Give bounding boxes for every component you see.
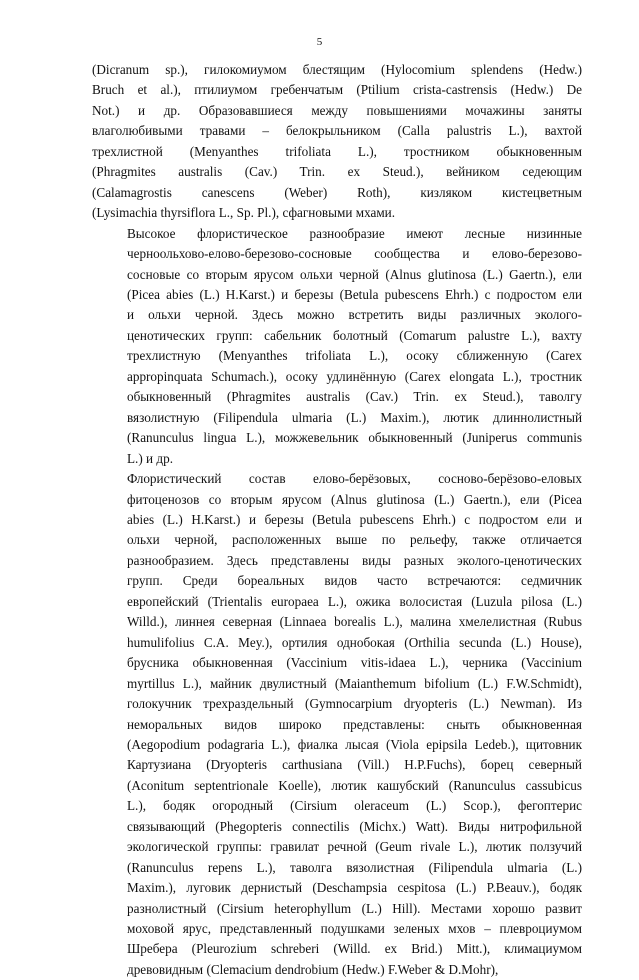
text-line: трехлистной (Menyanthes trifoliata L.), тростником обыкновенным [92,143,582,159]
text-line: L.) и др. [127,450,173,466]
text-line: вязолистную (Filipendula ulmaria (L.) Maxim.), лютик длиннолистный [127,409,582,425]
text-line: myrtillus L.), майник двулистный (Maianthemum bifolium (L.) F.W.Schmidt), [127,675,582,691]
paragraph [92,469,582,980]
text-line: humulifolius C.A. Mey.), ортилия однобокая (Orthilia secunda (L.) House), [127,634,582,650]
paragraph [92,60,582,224]
text-line: ценотических групп: сабельник болотный (Comarum palustre L.), вахту [127,327,582,343]
paragraph [92,224,582,469]
text-line: (Dicranum sp.), гилокомиумом блестящим (Hylocomium splendens (Hedw.) [92,62,582,77]
text-line: разнообразием. Здесь представлены виды разных эколого-ценотических [127,552,582,568]
text-line: брусника обыкновенная (Vaccinium vitis-idaea L.), черника (Vaccinium [127,655,582,671]
text-line: разнолистный (Cirsium heterophyllum (L.) Hill). Местами хорошо развит [127,900,582,916]
text-line: групп. Среди бореальных видов часто встречаются: седмичник [127,573,582,589]
text-line: Высокое флористическое разнообразие имеют лесные низинные [127,225,582,241]
text-line: древовидным (Clemacium dendrobium (Hedw.) F.Weber & D.Mohr), [127,961,499,977]
text-line: Bruch et al.), птилиумом гребенчатым (Ptilium crista-castrensis (Hedw.) De [92,82,582,98]
text-line: (Ranunculus lingua L.), можжевельник обыкновенный (Juniperus communis [127,430,582,446]
text-line: Флористический состав елово-берёзовых, сосново-берёзово-еловых [127,471,582,487]
text-line: трехлистную (Menyanthes trifoliata L.), осоку сближенную (Carex [127,348,582,364]
text-line: Not.) и др. Образовавшиеся между повышениями мочажины заняты [92,102,582,118]
text-line: (Aconitum septentrionale Koelle), лютик кашубский (Ranunculus cassubicus [127,777,582,793]
text-line: экологической группы: гравилат речной (Geum rivale L.), лютик ползучий [127,839,582,855]
text-line: европейский (Trientalis europaea L.), ожика волосистая (Luzula pilosa (L.) [127,593,582,609]
text-line: (Aegopodium podagraria L.), фиалка лысая (Viola epipsila Ledeb.), щитовник [127,736,582,752]
text-line: abies (L.) H.Karst.) и березы (Betula pubescens Ehrh.) с подростом ели и [127,511,582,527]
text-line: обыкновенный (Phragmites australis (Cav.) Trin. ex Steud.), таволгу [127,389,582,405]
text-line: (Calamagrostis canescens (Weber) Roth), кизляком кистецветным [92,184,582,200]
body-text [92,60,582,980]
text-line: и ольхи черной. Здесь можно встретить виды различных эколого- [127,307,582,323]
text-line: ольхи черной, расположенных выше по рельефу, также отличается [127,532,582,548]
text-line: (Phragmites australis (Cav.) Trin. ex Steud.), вейником седеющим [92,164,582,180]
text-line: Maxim.), луговик дернистый (Deschampsia cespitosa (L.) P.Beauv.), бодяк [127,880,582,896]
text-line: (Lysimachia thyrsiflora L., Sp. Pl.), сфагновыми мхами. [92,205,396,221]
text-line: сосновые со вторым ярусом ольхи черной (Alnus glutinosa (L.) Gaertn.), ели [127,266,582,282]
text-line: Картузиана (Dryopteris carthusiana (Vill.) H.P.Fuchs), борец северный [127,757,582,773]
text-line: фитоценозов со вторым ярусом (Alnus glutinosa (L.) Gaertn.), ели (Picea [127,491,582,507]
text-line: Willd.), линнея северная (Linnaea borealis L.), малина хмелелистная (Rubus [127,614,582,630]
text-line: appropinquata Schumach.), осоку удлинённую (Carex elongata L.), тростник [127,368,582,384]
text-line: черноольхово-елово-березово-сосновые сообщества и елово-березово- [127,246,582,262]
text-line: неморальных видов широко представлены: сныть обыкновенная [127,716,582,732]
text-line: связывающий (Phegopteris connectilis (Michx.) Watt). Виды нитрофильной [127,818,582,834]
text-line: моховой ярус, представленный подушками зеленых мхов – плевроциумом [127,921,582,937]
page-number: 5 [316,36,323,48]
text-line: L.), бодяк огородный (Cirsium oleraceum (L.) Scop.), фегоптерис [127,798,582,814]
text-line: голокучник трехраздельный (Gymnocarpium dryopteris (L.) Newman). Из [127,696,582,712]
text-line: влаголюбивыми травами – белокрыльником (Calla palustris L.), вахтой [92,123,582,139]
text-line: (Ranunculus repens L.), таволга вязолистная (Filipendula ulmaria (L.) [127,859,582,875]
text-line: Шребера (Pleurozium schreberi (Willd. ex Brid.) Mitt.), климациумом [127,941,582,957]
text-line: (Picea abies (L.) H.Karst.) и березы (Betula pubescens Ehrh.) с подростом ели [127,286,582,302]
